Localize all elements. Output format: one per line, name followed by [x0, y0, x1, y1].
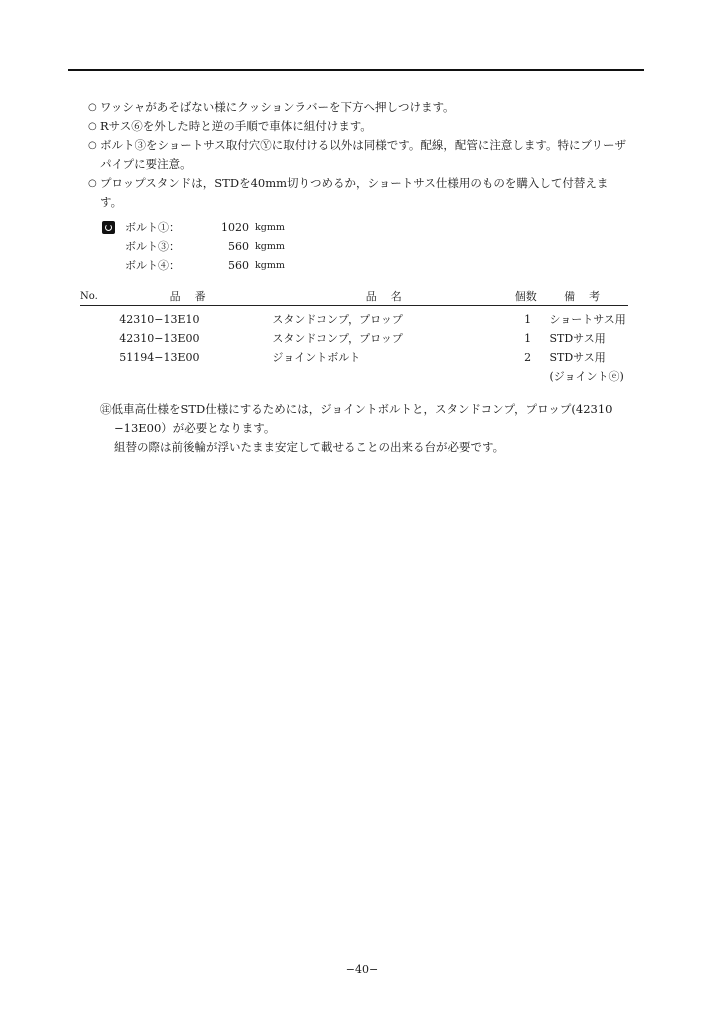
list-item — [88, 117, 628, 136]
torque-spec — [102, 218, 285, 275]
header-qty: 個数 — [514, 290, 537, 303]
parts-table — [80, 287, 628, 386]
table-row — [80, 348, 628, 386]
list-item-text: Rサス⑥を外した時と逆の手順で車体に組付けます。 — [100, 119, 372, 133]
torque-value: 1020 — [221, 221, 249, 234]
remark-line: ショートサス用 — [549, 313, 626, 326]
part-name: ジョイントボルト — [272, 351, 361, 364]
torque-unit: kgmm — [255, 222, 285, 233]
bullet-mark: ○ — [88, 121, 97, 132]
torque-unit: kgmm — [255, 241, 285, 252]
part-name: スタンドコンプ，プロップ — [272, 332, 403, 345]
list-item-text: プロップスタンドは，STDを40mm切りつめるか，ショートサス仕様用のものを購入して付替えます。 — [100, 176, 609, 209]
torque-row — [102, 237, 285, 256]
part-remarks — [539, 310, 628, 329]
header-no: No. — [80, 290, 98, 302]
part-number: 51194−13E00 — [119, 351, 200, 364]
bullet-mark: ○ — [88, 140, 97, 151]
part-number: 42310−13E00 — [119, 332, 200, 345]
header-remarks: 備考 — [564, 290, 615, 303]
table-row — [80, 329, 628, 348]
part-name: スタンドコンプ，プロップ — [272, 313, 403, 326]
part-remarks — [539, 348, 628, 386]
table-row — [80, 310, 628, 329]
footnote-line: 組替の際は前後輪が浮いたまま安定して載せることの出来る台が必要です。 — [114, 440, 505, 454]
remark-line: STDサス用 — [549, 332, 606, 345]
part-number: 42310−13E10 — [119, 313, 200, 326]
list-item-text: ワッシャがあそばない様にクッションラバーを下方へ押しつけます。 — [100, 100, 455, 114]
torque-unit: kgmm — [255, 260, 285, 271]
torque-value: 560 — [228, 240, 249, 253]
remark-line: STDサス用 — [549, 351, 606, 364]
list-item — [88, 98, 628, 117]
bullet-mark: ○ — [88, 102, 97, 113]
footnote-line: ㊟低車高仕様をSTD仕様にするためには，ジョイントボルトと，スタンドコンプ，プロップ(42310 — [100, 402, 613, 416]
bullet-mark: ○ — [88, 178, 97, 189]
list-item — [88, 136, 628, 174]
torque-wrench-icon — [102, 221, 115, 234]
part-qty: 1 — [524, 332, 532, 345]
torque-label: ボルト①： — [125, 221, 180, 234]
part-qty: 2 — [524, 351, 532, 364]
top-rule — [68, 69, 644, 71]
torque-label: ボルト③： — [125, 240, 180, 253]
list-item-text: ボルト③をショートサス取付穴Ⓨに取付ける以外は同様です。配線，配管に注意します。特にブリーザパイプに要注意。 — [100, 138, 627, 171]
part-qty: 1 — [524, 313, 532, 326]
torque-label: ボルト④： — [125, 259, 180, 272]
table-header — [80, 287, 628, 306]
remark-line: (ジョイントⓔ) — [549, 370, 624, 383]
page-number: −40− — [345, 963, 379, 976]
footnote-line: −13E00）が必要となります。 — [114, 421, 276, 435]
header-part-number: 品番 — [169, 290, 220, 303]
list-item — [88, 174, 628, 212]
header-part-name: 品名 — [365, 290, 416, 303]
torque-row — [102, 256, 285, 275]
instruction-list — [88, 98, 628, 212]
torque-row — [102, 218, 285, 237]
torque-value: 560 — [228, 259, 249, 272]
part-remarks — [539, 329, 628, 348]
footnote — [100, 400, 630, 457]
